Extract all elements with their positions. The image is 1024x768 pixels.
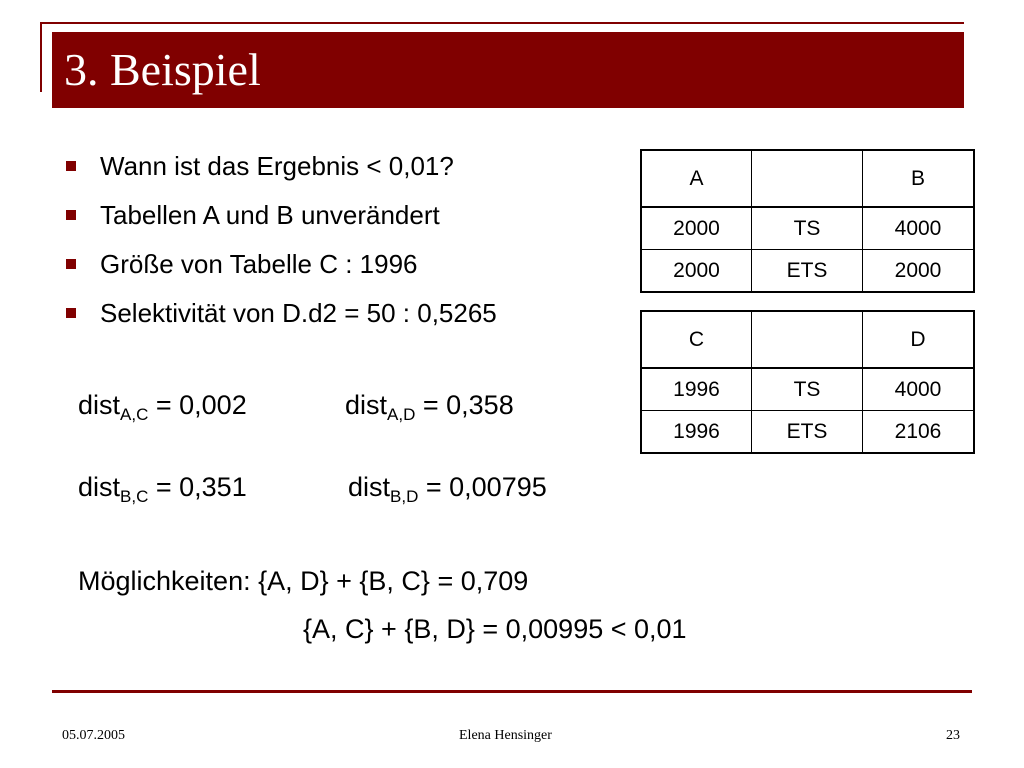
dist-value: = 0,351 <box>148 472 247 502</box>
table-cell: 4000 <box>863 207 975 250</box>
table-c-d <box>640 310 975 454</box>
table-cell: 2106 <box>863 411 975 454</box>
square-bullet-icon <box>66 161 76 171</box>
table-header-cell <box>752 311 863 368</box>
page-number: 23 <box>946 728 960 743</box>
table-row <box>641 207 974 250</box>
dist-prefix: dist <box>348 472 391 502</box>
slide-title: 3. Beispiel <box>64 44 261 95</box>
dist-bc-formula <box>78 472 247 506</box>
dist-subscript: A,D <box>387 405 416 424</box>
dist-value: = 0,002 <box>148 390 247 420</box>
dist-prefix: dist <box>78 472 121 502</box>
table-cell: TS <box>752 207 863 250</box>
bullet-list <box>62 142 497 338</box>
table-a-b <box>640 149 975 293</box>
bullet-item <box>62 289 497 338</box>
bullet-item <box>62 142 497 191</box>
table-cell: ETS <box>752 250 863 293</box>
table-cell: 2000 <box>641 207 752 250</box>
dist-subscript: B,C <box>120 487 149 506</box>
footer-author: Elena Hensinger <box>459 728 552 743</box>
bullet-text: Größe von Tabelle C : 1996 <box>100 249 418 279</box>
table-row <box>641 250 974 293</box>
possibilities-line-2: {A, C} + {B, D} = 0,00995 < 0,01 <box>303 614 687 644</box>
dist-subscript: B,D <box>390 487 419 506</box>
bullet-item <box>62 191 497 240</box>
table-cell: 2000 <box>641 250 752 293</box>
table-row <box>641 411 974 454</box>
dist-subscript: A,C <box>120 405 149 424</box>
square-bullet-icon <box>66 259 76 269</box>
table-cell: 1996 <box>641 411 752 454</box>
bullet-text: Wann ist das Ergebnis < 0,01? <box>100 151 454 181</box>
possibilities-line-1: Möglichkeiten: {A, D} + {B, C} = 0,709 <box>78 566 529 596</box>
table-header-cell: C <box>641 311 752 368</box>
footer-date: 05.07.2005 <box>62 728 125 743</box>
dist-value: = 0,00795 <box>418 472 547 502</box>
dist-ac-formula <box>78 390 247 424</box>
table-row <box>641 368 974 411</box>
bullet-item <box>62 240 497 289</box>
dist-bd-formula <box>348 472 547 506</box>
title-decoration-vertical-line <box>40 22 42 92</box>
dist-prefix: dist <box>78 390 121 420</box>
dist-value: = 0,358 <box>415 390 514 420</box>
table-cell: ETS <box>752 411 863 454</box>
table-cell: 1996 <box>641 368 752 411</box>
table-cell: TS <box>752 368 863 411</box>
table-cell: 2000 <box>863 250 975 293</box>
table-header-cell: B <box>863 150 975 207</box>
square-bullet-icon <box>66 308 76 318</box>
title-bar <box>52 32 964 108</box>
table-cell: 4000 <box>863 368 975 411</box>
dist-prefix: dist <box>345 390 388 420</box>
square-bullet-icon <box>66 210 76 220</box>
table-header-cell <box>752 150 863 207</box>
footer-divider <box>52 690 972 693</box>
bullet-text: Selektivität von D.d2 = 50 : 0,5265 <box>100 298 497 328</box>
title-decoration-line <box>40 22 964 24</box>
bullet-text: Tabellen A und B unverändert <box>100 200 440 230</box>
table-header-cell: A <box>641 150 752 207</box>
table-header-row <box>641 311 974 368</box>
dist-ad-formula <box>345 390 514 424</box>
table-header-row <box>641 150 974 207</box>
table-header-cell: D <box>863 311 975 368</box>
